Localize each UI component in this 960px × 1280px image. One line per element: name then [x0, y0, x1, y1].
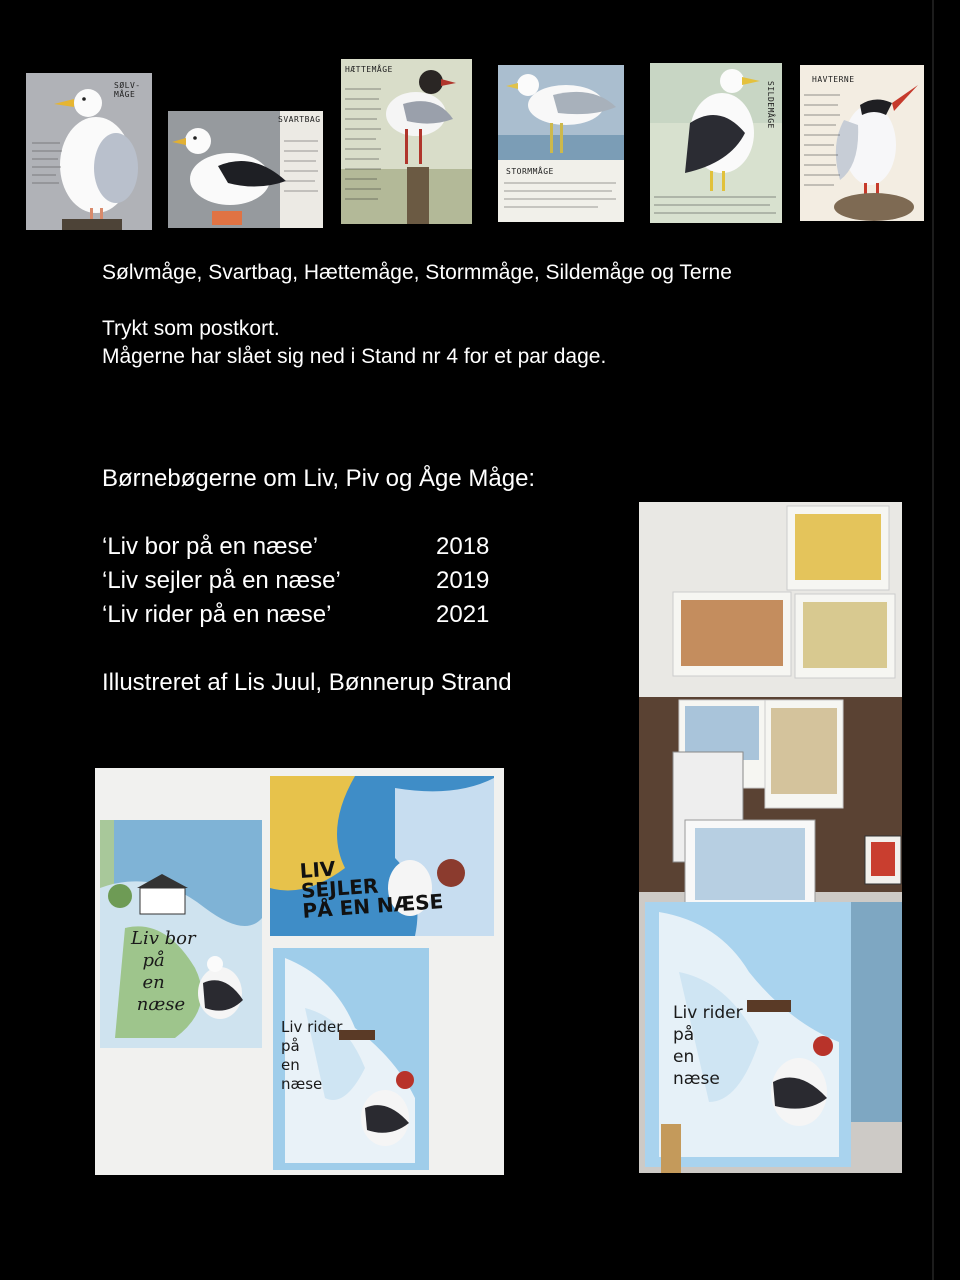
postcard-haettemage: [341, 59, 472, 224]
arctic-tern-illustration: [800, 65, 924, 221]
book-title: ‘Liv bor på en næse’: [102, 533, 319, 560]
black-headed-gull-illustration: [341, 59, 472, 224]
common-gull-illustration: [498, 65, 624, 222]
postcard-svartbag: [168, 111, 323, 228]
postcard-label: STORMMÅGE: [506, 167, 554, 176]
book-row: [102, 598, 490, 632]
book-year: 2018: [436, 533, 490, 560]
cover-title-liv-sejler: LIV SEJLER PÅ EN NÆSE: [298, 856, 445, 923]
postcard-havterne: [800, 65, 924, 221]
stand-note: Mågerne har slået sig ned i Stand nr 4 for et par dage.: [102, 345, 607, 368]
right-edge-divider: [932, 0, 934, 1280]
cover-title-displayed-book: Liv rider på en næse: [673, 1003, 743, 1089]
book-row: [102, 530, 490, 564]
photo-book-covers: [95, 768, 504, 1175]
lesser-black-backed-gull-illustration: [650, 63, 782, 223]
species-list: Sølvmåge, Svartbag, Hættemåge, Stormmåge, Sildemåge og Terne: [102, 261, 732, 284]
postcard-sildemage: [650, 63, 782, 223]
books-heading: Børnebøgerne om Liv, Piv og Åge Måge:: [102, 465, 536, 492]
postcard-solvmage: [26, 73, 152, 230]
photo-exhibition-stand: [639, 502, 902, 1173]
cover-title-liv-rider: Liv rider på en næse: [281, 1018, 343, 1093]
cover-title-liv-bor: Liv bor på en næse: [131, 928, 196, 1015]
postcard-label: HAVTERNE: [812, 75, 855, 84]
postcard-label: SVARTBAG: [278, 115, 321, 124]
postcard-label: SØLV- MÅGE: [114, 81, 141, 99]
great-black-backed-gull-illustration: [168, 111, 323, 228]
illustrator-credit: Illustreret af Lis Juul, Bønnerup Strand: [102, 669, 512, 696]
book-row: [102, 564, 490, 598]
postcard-stormmage: [498, 65, 624, 222]
printed-note: Trykt som postkort.: [102, 317, 280, 340]
book-year: 2021: [436, 601, 490, 628]
book-title: ‘Liv rider på en næse’: [102, 601, 332, 628]
postcard-label: HÆTTEMÅGE: [345, 65, 393, 74]
book-year: 2019: [436, 567, 490, 594]
postcard-label: SILDEMÅGE: [766, 81, 775, 129]
book-title: ‘Liv sejler på en næse’: [102, 567, 341, 594]
